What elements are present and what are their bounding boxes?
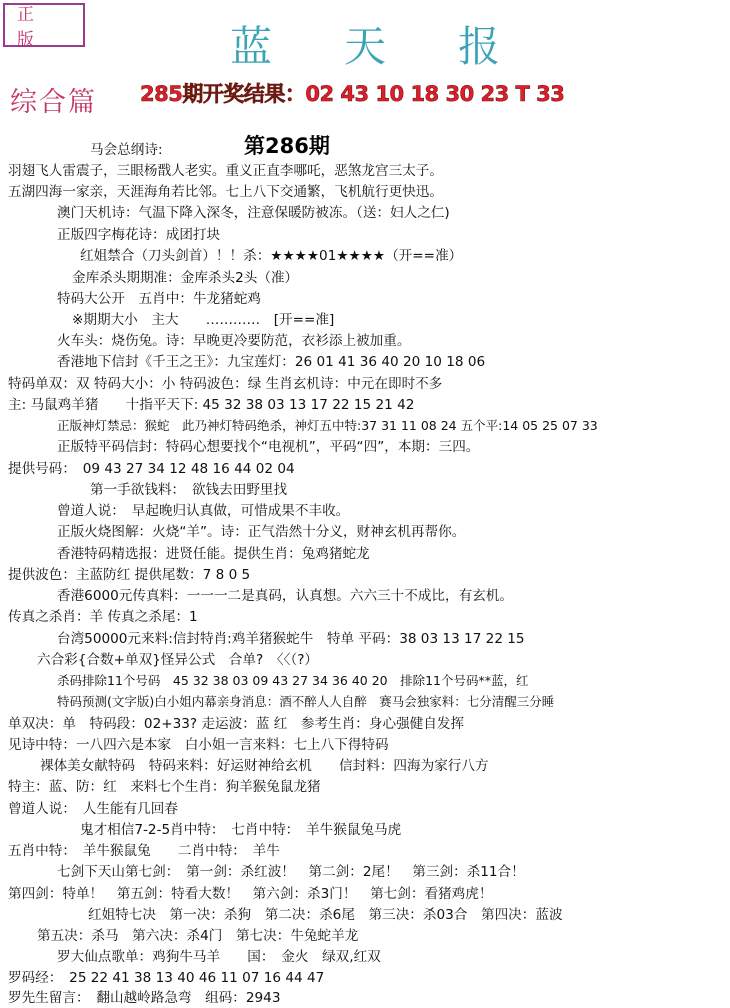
text-line: 裸体美女献特码 特码来料：好运财神给玄机 信封料：四海为家行八方 <box>40 758 489 774</box>
text-line: 提供波色：主蓝防红 提供尾数：7 8 0 5 <box>8 567 251 583</box>
text-line: 罗先生留言： 翻山越岭路急弯 组码：2943 <box>8 990 281 1006</box>
text-line: 曾道人说： 早起晚归认真做，可惜成果不丰收。 <box>57 503 350 519</box>
text-line: 澳门天机诗：气温下降入深冬，注意保暖防被冻。（送：妇人之仁) <box>57 205 450 221</box>
issue-number: 第286期 <box>244 134 330 158</box>
text-line: 主: 马鼠鸡羊猪 十指平天下: 45 32 38 03 13 17 22 15 21 42 <box>8 397 415 413</box>
text-line: 特码预测(文字版)白小姐内幕亲身消息：酒不醉人人自醉 赛马会独家料：七分清醒三分睡 <box>57 694 555 709</box>
text-line: 火车头：烧伤兔。诗：早晚更冷要防范，衣衫添上被加重。 <box>57 333 411 349</box>
text-line: 七剑下天山第七剑： 第一剑：杀红波！ 第二剑：2尾！ 第三剑：杀11合！ <box>57 864 525 880</box>
text-line: 杀码排除11个号码 45 32 38 03 09 43 27 34 36 40 20 排除11个号码**蓝，红 <box>57 673 529 688</box>
text-line: 第五决：杀马 第六决：杀4门 第七决：牛兔蛇羊龙 <box>37 928 359 944</box>
text-line: 单双决：单 特码段：02+33? 走运波：蓝 红 参考生肖：身心强健自发挥 <box>8 716 465 732</box>
text-line: 红姐禁合（刀头剑首）！！杀：★★★★01★★★★（开==准） <box>80 248 463 264</box>
text-line: 正版四字梅花诗：成团打块 <box>57 227 221 243</box>
newspaper-title <box>230 14 500 74</box>
text-line: 特主：蓝、防：红 来料七个生肖：狗羊猴兔鼠龙猪 <box>8 779 321 795</box>
text-line: 香港特码精选报：进贤任能。提供生肖：兔鸡猪蛇龙 <box>57 546 370 562</box>
text-line: 红姐特七决 第一决：杀狗 第二决：杀6尾 第三决：杀03合 第四决：蓝波 <box>88 907 563 923</box>
text-line: 正版神灯禁忌：猴蛇 此乃神灯特码绝杀，神灯五中特:37 31 11 08 24 五个平:14 05 25 07 33 <box>57 418 598 433</box>
text-line: 羽翅飞人雷震子，三眼杨戬人老实。重义正直李哪吒，恶煞龙宫三太子。 <box>8 163 443 179</box>
text-line: 第一手欲钱料： 欲钱去田野里找 <box>90 482 288 498</box>
title-char: 天 <box>343 22 386 71</box>
text-line: 鬼才相信7-2-5肖中特： 七肖中特： 羊牛猴鼠兔马虎 <box>80 822 402 838</box>
text-line: 提供号码： 09 43 27 34 12 48 16 44 02 04 <box>8 461 295 477</box>
text-line: 正版火烧图解：火烧“羊”。诗：正气浩然十分义，财神玄机再帮你。 <box>57 524 466 540</box>
text-line: 正版特平码信封：特码心想要找个“电视机”，平码“四”，本期：三四。 <box>57 439 480 455</box>
draw-result: 285期开奖结果：02 43 10 18 30 23 T 33 <box>140 82 565 106</box>
title-char: 报 <box>457 22 500 71</box>
section-heading: 综合篇 <box>10 87 97 118</box>
text-line: 见诗中特：一八四六是本家 白小姐一言来料：七上八下得特码 <box>8 737 389 753</box>
title-char: 蓝 <box>230 22 273 71</box>
text-line: 五湖四海一家亲，天涯海角若比邻。七上八下交通繁，飞机航行更快迅。 <box>8 184 443 200</box>
text-line: 香港6000元传真料：一一一二是真码，认真想。六六三十不成比，有玄机。 <box>57 588 513 604</box>
text-line: 香港地下信封《千王之王》：九宝莲灯：26 01 41 36 40 20 10 18 06 <box>57 354 486 370</box>
text-line: 金库杀头期期准：金库杀头2头（准） <box>72 270 299 286</box>
text-line: 马会总纲诗: <box>90 142 163 158</box>
text-line: 特码大公开 五肖中：牛龙猪蛇鸡 <box>57 291 261 307</box>
text-line: 台湾50000元来料:信封特肖:鸡羊猪猴蛇牛 特单 平码：38 03 13 17 22 15 <box>57 631 525 647</box>
text-line: 特码单双：双 特码大小：小 特码波色：绿 生肖玄机诗：中元在即时不多 <box>8 376 443 392</box>
text-line: 传真之杀肖：羊 传真之杀尾：1 <box>8 609 198 625</box>
text-line: ※期期大小 主大 ………… [开==准] <box>72 312 335 328</box>
text-line: 曾道人说： 人生能有几回春 <box>8 801 178 817</box>
text-line: 六合彩{合数+单双}怪异公式 合单? 〈〈（?） <box>37 652 318 668</box>
genuine-stamp: 正 版 <box>3 3 85 47</box>
text-line: 第四剑：特单！ 第五剑：特看大数！ 第六剑：杀3门！ 第七剑：看猪鸡虎！ <box>8 886 493 902</box>
text-line: 罗大仙点歌单：鸡狗牛马羊 国： 金火 绿双,红双 <box>57 949 381 965</box>
text-line: 罗码经： 25 22 41 38 13 40 46 11 07 16 44 47 <box>8 970 325 986</box>
text-line: 五肖中特： 羊牛猴鼠兔 二肖中特： 羊牛 <box>8 843 280 859</box>
